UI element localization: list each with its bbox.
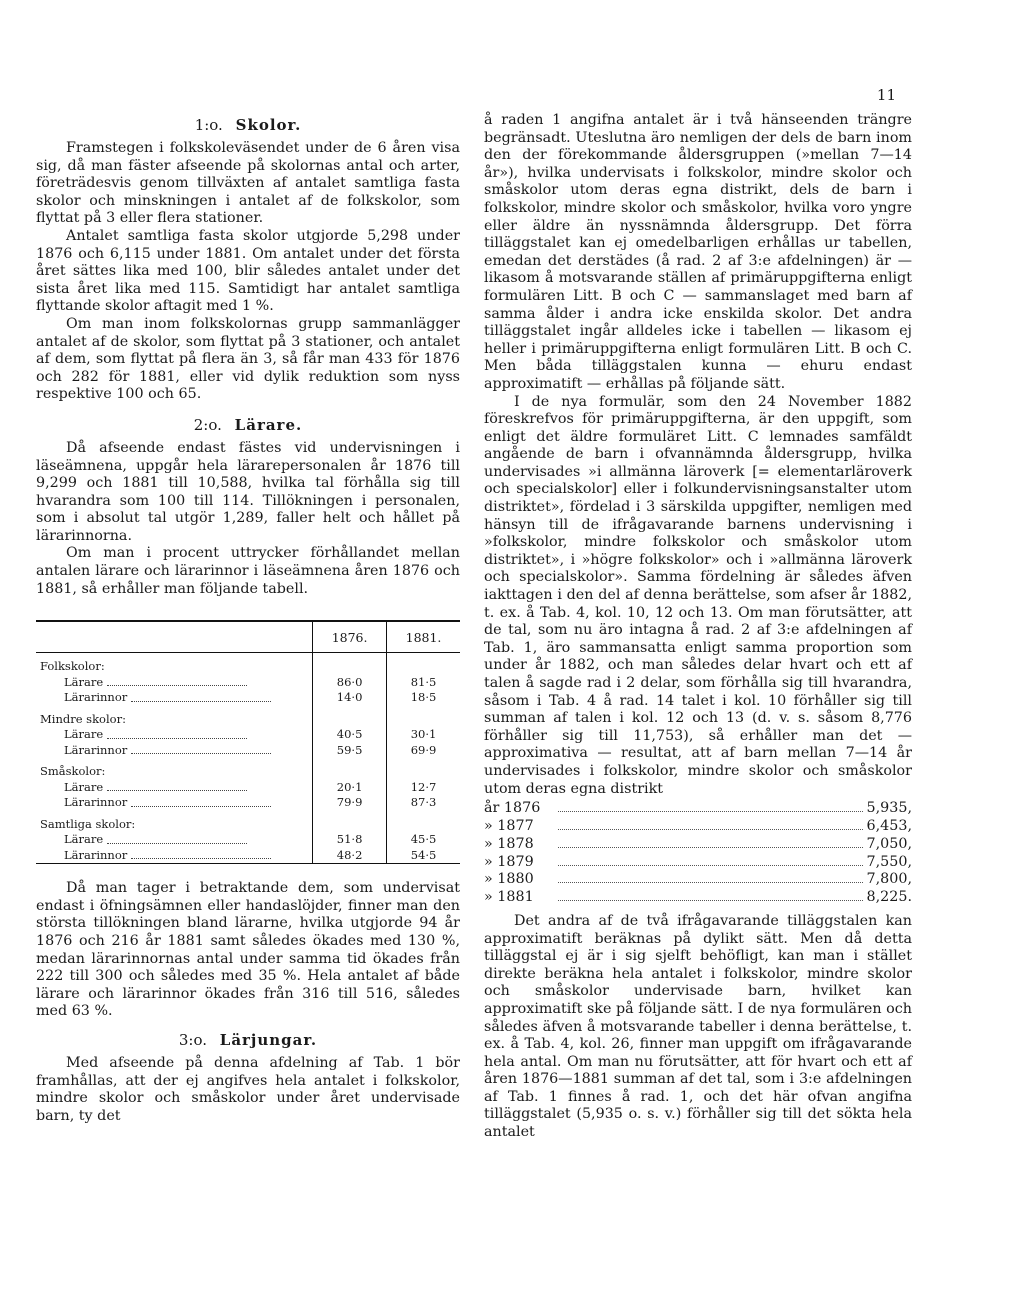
- table-cell: 40·5: [313, 727, 387, 743]
- section-title: Lärjungar.: [219, 1031, 318, 1049]
- row-label: Lärare: [64, 832, 104, 847]
- table-header-row: [36, 621, 460, 653]
- row-label: Lärare: [64, 674, 104, 689]
- group-label: Småskolor:: [40, 764, 106, 779]
- section-number: 2:o.: [193, 415, 222, 434]
- group-label: Folkskolor:: [40, 659, 105, 674]
- table-row: [36, 727, 460, 743]
- year-value: 6,453,: [866, 817, 912, 834]
- row-label: Lärare: [64, 727, 104, 742]
- year-label: » 1880: [484, 871, 534, 888]
- table-cell: 51·8: [313, 832, 387, 848]
- list-item: [484, 818, 912, 836]
- table-row: [36, 795, 460, 811]
- table-row: [36, 743, 460, 759]
- list-item: [484, 854, 912, 872]
- row-label: Lärarinnor: [64, 742, 128, 757]
- table-cell: 30·1: [387, 727, 460, 743]
- page-number: 11: [876, 86, 896, 104]
- section-heading-larare: [36, 416, 460, 434]
- row-label: Lärarinnor: [64, 795, 128, 810]
- table-group-row: [36, 706, 460, 728]
- year-value: 7,800,: [866, 871, 912, 888]
- table-row: [36, 832, 460, 848]
- section-heading-larjungar: [36, 1031, 460, 1049]
- list-item: [484, 889, 912, 907]
- year-value: 5,935,: [866, 800, 912, 817]
- year-label: » 1877: [484, 817, 534, 834]
- paragraph: Då man tager i betraktande dem, som undervisat endast i öfningsämnen eller handaslöjder, finner man den största tillökningen bland lärarne, hvilka utgjorde 94 år 1876 och 216 år 1881 samt således ökades med 130 %, medan lärarinnornas antal under samma tid ökades från 222 till 300 och således med 35 %. Hela antalet af både lärare och lärarinnor ökades från 316 till 516, således med 63 %.: [36, 880, 460, 1020]
- table-cell: 87·3: [387, 795, 460, 811]
- table-group-row: [36, 758, 460, 780]
- list-item: [484, 800, 912, 818]
- left-column: [36, 112, 460, 1125]
- year-value: 7,050,: [866, 835, 912, 852]
- section-number: 3:o.: [178, 1031, 207, 1049]
- paragraph: Framstegen i folkskoleväsendet under de 6 åren visa sig, då man fäster afseende på skolornas antal och arter, företrädesvis genom tillväxten af antalet samtliga fasta skolor och minskningen i antalet af de folkskolor, som flyttat på 3 eller flera stationer.: [36, 140, 460, 227]
- table-cell: 12·7: [387, 780, 460, 796]
- table-cell: 59·5: [313, 743, 387, 759]
- year-label: » 1879: [484, 853, 534, 870]
- row-label: Lärarinnor: [64, 690, 128, 705]
- teacher-percentage-table: [36, 620, 460, 864]
- table-cell: 81·5: [387, 675, 460, 691]
- paragraph: Det andra af de två ifrågavarande tilläggstalen kan approximatift beräknas på dylikt sätt. Men då detta tilläggstal ej är i sig sjelft behöfligt, kan man i stället direkte beräkna hela antalet i folkskolor, mindre skolor och småskolor undervisade barn, hvilket kan approximatift ske på följande sätt. I de nya formulären och således äfven å motsvarande tabeller i denna berättelse, t. ex. å Tab. 4, kol. 26, finner man uppgift om ifrågavarande hela antal. Om man nu förutsätter, att för hvart och ett af åren 1876—1881 summan af det tal, som i 3:e afdelningen af Tab. 1 finnes å rad. 1, och det här ofvan angifna tilläggstalet (5,935 o. s. v.) förhåller sig till det sökta hela antalet: [484, 912, 912, 1141]
- paragraph: Om man inom folkskolornas grupp sammanlägger antalet af de skolor, som flyttat på 3 stationer, och antalet af dem, som flyttat på flera än 3, så får man 433 för 1876 och 282 för 1881, eller vid dylik reduktion som nyss respektive 100 och 65.: [36, 315, 460, 403]
- right-column: [484, 112, 912, 1142]
- paragraph: Om man i procent uttrycker förhållandet mellan antalen lärare och lärarinnor i läseämnena åren 1876 och 1881, så erhåller man följande tabell.: [36, 545, 460, 597]
- group-label: Mindre skolor:: [40, 711, 126, 726]
- table-cell: 69·9: [387, 743, 460, 759]
- list-item: [484, 836, 912, 854]
- table-header-cell: 1881.: [387, 621, 460, 653]
- row-label: Lärare: [64, 779, 104, 794]
- table-header-cell: 1876.: [313, 621, 387, 653]
- paragraph: Då afseende endast fästes vid undervisningen i läseämnena, uppgår hela lärarepersonalen år 1876 till 9,299 och 1881 till 10,588, hvilka tal förhålla sig till hvarandra som 100 till 114. Tillökningen i personalen, som i absolut tal utgör 1,289, faller helt och hållet på lärarinnorna.: [36, 439, 460, 544]
- table-group-row: [36, 653, 460, 675]
- paragraph: Antalet samtliga fasta skolor utgjorde 5,298 under 1876 och 6,115 under 1881. Om antalet under det första året sättes lika med 100, blir således antalet under det sista året lika med 115. Samtidigt har antalet samtliga flyttande skolor aftagit med 1 %.: [36, 227, 460, 315]
- table-cell: 79·9: [313, 795, 387, 811]
- table-cell: 45·5: [387, 832, 460, 848]
- year-label: » 1881: [484, 889, 534, 906]
- table-header-cell: [36, 621, 313, 653]
- table-cell: 14·0: [313, 690, 387, 706]
- table-cell: 48·2: [313, 848, 387, 864]
- table-row: [36, 690, 460, 706]
- section-heading-skolor: [36, 116, 460, 134]
- group-label: Samtliga skolor:: [40, 816, 136, 831]
- paragraph: å raden 1 angifna antalet är i två hänseenden trängre begränsadt. Uteslutna äro nemligen der dels de barn inom den der förekommande åldersgruppen (»mellan 7—14 år»), hvilka undervisats i folkskolor, mindre skolor och småskolor utom deras egna distrikt, dels de barn i folkskolor, mindre skolor och småskolor, hvilka voro yngre eller äldre än nyssnämnda åldersgrupp. Det förra tilläggstalet kan ej omedelbarligen erhållas ur tabellen, emedan det derstädes (å rad. 2 af 3:e afdelningen) är — likasom å motsvarande ställen af primäruppgifterna enligt formulären Litt. B och C — sammanslaget med barn af samma ålder i andra icke enskilda skolor. Det andra tilläggstalet ingår alldeles icke i tabellen — likasom ej heller i primäruppgifterna enligt formulären Litt. B och C. Men båda tilläggstalen kunna — ehuru endast approximatift — erhållas på följande sätt.: [484, 112, 912, 392]
- table-group-row: [36, 811, 460, 833]
- paragraph: Med afseende på denna afdelning af Tab. 1 bör framhållas, att der ej angifves hela antalet i folkskolor, mindre skolor och småskolor under året undervisade barn, ty det: [36, 1055, 460, 1124]
- section-title: Skolor.: [235, 116, 302, 134]
- year-value: 8,225.: [866, 889, 912, 906]
- year-label: år 1876: [484, 800, 541, 817]
- table-cell: 20·1: [313, 780, 387, 796]
- year-value: 7,550,: [866, 853, 912, 870]
- row-label: Lärarinnor: [64, 847, 128, 862]
- table-cell: 54·5: [387, 848, 460, 864]
- list-item: [484, 871, 912, 889]
- section-number: 1:o.: [194, 116, 223, 134]
- year-value-list: [484, 800, 912, 907]
- table-row: [36, 848, 460, 864]
- paragraph: I de nya formulär, som den 24 November 1882 föreskrefvos för primäruppgifterna, är den uppgift, som enligt det äldre formuläret Litt. C lemnades samfäldt angående de barn i ofvannämnda åldersgrupp, hvilka undervisades »i allmänna läroverk [= elementarläroverk och specialskolor] eller i folkundervisningsanstalter utom distriktet», fördelad i 3 särskilda uppgifter, nemligen med hänsyn till de ifrågavarande barnens undervisning i »folkskolor, mindre folkskolor och småskolor utom distriktet», i »högre folkskolor» och i »allmänna läroverk och specialskolor». Samma fördelning är således äfven iakttagen i den del af denna berättelse, som afser år 1882, t. ex. å Tab. 4, kol. 10, 12 och 13. Om man förutsätter, att de tal, som nu äro intagna å rad. 2 af 3:e afdelningen af Tab. 1, äro sammansatta enligt samma proportion som under år 1882, och man således delar hvart och ett af talen å sagde rad i 2 delar, som förhålla sig till hvarandra, såsom i Tab. 4 å rad. 14 talet i kol. 10 förhåller sig till summan af talen i kol. 12 och 13 (d. v. s. såsom 8,776 förhåller sig till 11,753), så erhåller man det — approximativa — resultat, att af barn mellan 7—14 år undervisades i folkskolor, mindre skolor och småskolor utom deras egna distrikt: [484, 393, 912, 797]
- table-row: [36, 675, 460, 691]
- table-row: [36, 780, 460, 796]
- table-cell: 86·0: [313, 675, 387, 691]
- year-label: » 1878: [484, 835, 534, 852]
- section-title: Lärare.: [234, 415, 303, 434]
- table-cell: 18·5: [387, 690, 460, 706]
